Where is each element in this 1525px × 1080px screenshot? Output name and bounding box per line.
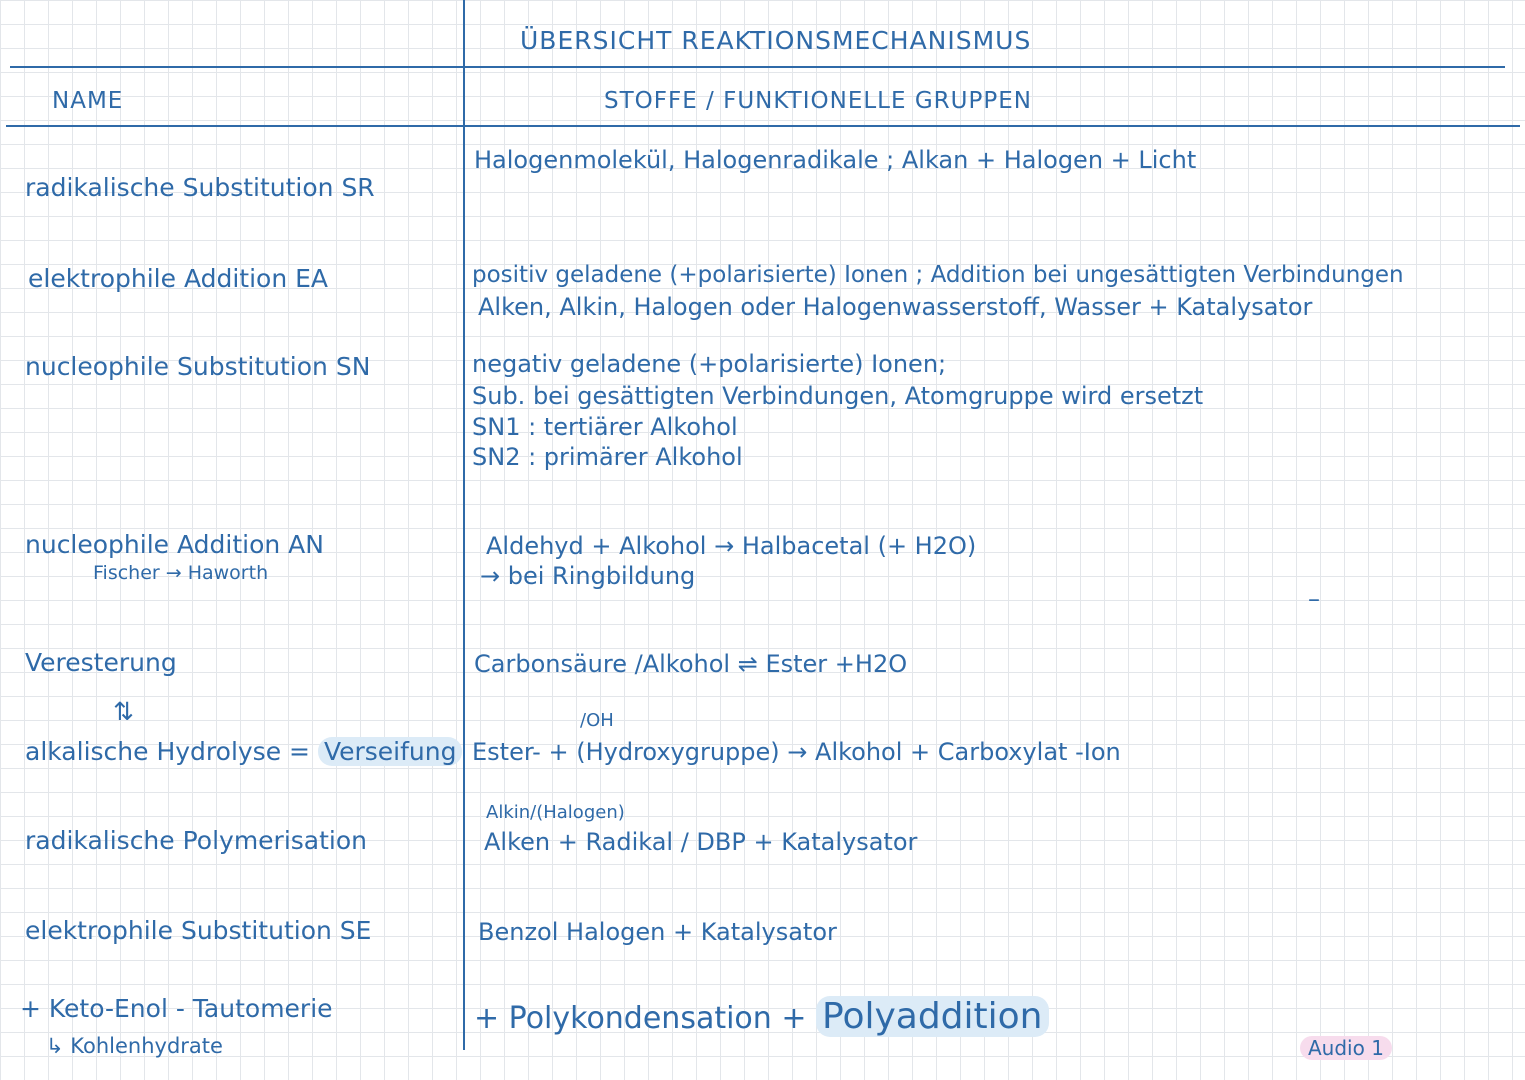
row-name-text: alkalische Hydrolyse = (25, 737, 318, 766)
row-desc-polykondensation (474, 996, 1049, 1037)
row-name-nucleophile-addition: nucleophile Addition AN (25, 530, 324, 559)
row-desc-text: + Polykondensation + (474, 1001, 817, 1036)
row-desc-line: Benzol Halogen + Katalysator (478, 918, 837, 946)
row-desc-line: Alken + Radikal / DBP + Katalysator (484, 828, 918, 856)
row-desc-line: Carbonsäure /Alkohol ⇌ Ester +H2O (474, 650, 908, 678)
column-divider (463, 0, 465, 1050)
highlight-verseifung: Verseifung (318, 737, 463, 766)
row-desc-line: Halogenmolekül, Halogenradikale ; Alkan + Halogen + Licht (474, 146, 1197, 174)
row-above-note: /OH (580, 710, 614, 731)
row-sub-note: ↳ Kohlenhydrate (46, 1034, 223, 1058)
row-name-elektrophile-substitution: elektrophile Substitution SE (25, 916, 372, 945)
row-desc-line: SN1 : tertiärer Alkohol (472, 413, 738, 441)
row-name-keto-enol: + Keto-Enol - Tautomerie (20, 994, 333, 1023)
row-desc-line: Sub. bei gesättigten Verbindungen, Atomgruppe wird ersetzt (472, 382, 1204, 410)
row-name-alkalische-hydrolyse (25, 737, 462, 766)
stray-dash: – (1308, 585, 1320, 613)
header-underline (6, 125, 1520, 127)
highlight-polyaddition: Polyaddition (816, 996, 1048, 1037)
page-title: ÜBERSICHT REAKTIONSMECHANISMUS (520, 26, 1032, 55)
title-underline (10, 66, 1505, 68)
row-desc-line: positiv geladene (+polarisierte) Ionen ; Addition bei ungesättigten Verbindungen (472, 262, 1404, 288)
row-desc-line: negativ geladene (+polarisierte) Ionen; (472, 350, 947, 378)
row-name-radikalische-substitution: radikalische Substitution SR (25, 173, 375, 202)
header-name: NAME (52, 88, 124, 114)
row-desc-line: SN2 : primärer Alkohol (472, 443, 743, 471)
header-stoffe: STOFFE / FUNKTIONELLE GRUPPEN (604, 88, 1032, 114)
equilibrium-arrow-icon: ⇅ (113, 697, 134, 726)
row-name-nucleophile-substitution: nucleophile Substitution SN (25, 352, 371, 381)
row-desc-line: → bei Ringbildung (480, 562, 696, 590)
row-desc-line: Alken, Alkin, Halogen oder Halogenwasserstoff, Wasser + Katalysator (478, 293, 1313, 321)
row-name-elektrophile-addition: elektrophile Addition EA (28, 264, 329, 293)
audio-label: Audio 1 (1300, 1036, 1392, 1060)
row-name-veresterung: Veresterung (25, 648, 177, 677)
row-above-note: Alkin/(Halogen) (486, 802, 625, 823)
row-name-radikalische-polymerisation: radikalische Polymerisation (25, 826, 368, 855)
row-desc-line: Ester- + (Hydroxygruppe) → Alkohol + Carboxylat -Ion (472, 738, 1121, 766)
row-desc-line: Aldehyd + Alkohol → Halbacetal (+ H2O) (486, 532, 977, 560)
row-sub-note: Fischer → Haworth (93, 562, 269, 584)
